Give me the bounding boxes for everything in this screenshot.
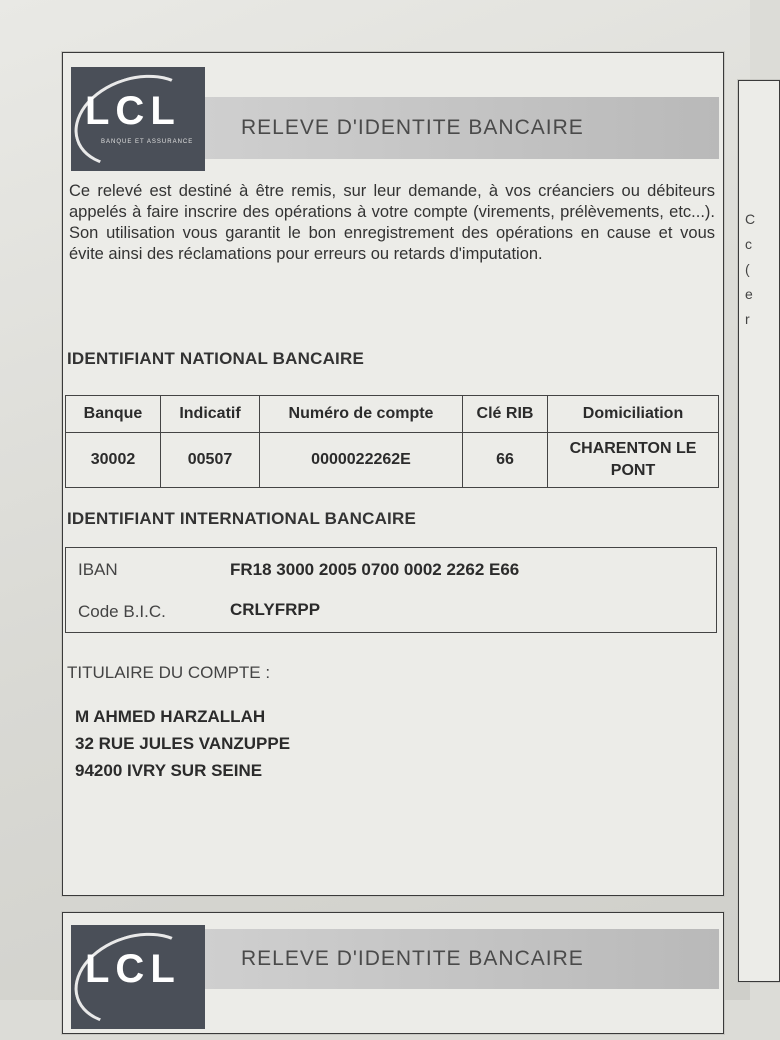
iban-label: IBAN [78, 560, 118, 579]
lcl-logo [71, 67, 205, 171]
header-numero-compte: Numéro de compte [260, 396, 463, 433]
holder-address-line1: 32 RUE JULES VANZUPPE [75, 734, 291, 753]
header-banque: Banque [66, 396, 161, 433]
holder-address-line2: 94200 IVRY SUR SEINE [75, 761, 263, 780]
international-id-box [65, 547, 717, 633]
value-numero-compte: 0000022262E [260, 433, 463, 488]
bic-label: Code B.I.C. [78, 602, 166, 621]
value-domiciliation [548, 433, 719, 488]
next-rib-card [62, 912, 724, 1034]
logo-text: LCL [85, 89, 181, 133]
holder-label: TITULAIRE DU COMPTE : [67, 663, 271, 682]
lcl-logo [71, 925, 205, 1029]
account-holder [75, 703, 290, 784]
strip-letter: C [745, 211, 756, 227]
strip-letter: c [745, 236, 752, 252]
intro-paragraph: Ce relevé est destiné à être remis, sur leur demande, à vos créanciers ou débiteurs appelés à faire inscrire des opérations à votre compte (virements, prélèvements, etc...). Son utilisation vous garantit le bon enregistrement des opérations en cause et vous évite ainsi des réclamations pour erreurs ou retards d'imputation. [69, 182, 715, 263]
international-section-title: IDENTIFIANT INTERNATIONAL BANCAIRE [67, 509, 416, 528]
title-band [205, 97, 719, 159]
national-section-title: IDENTIFIANT NATIONAL BANCAIRE [67, 349, 364, 368]
iban-value: FR18 3000 2005 0700 0002 2262 E66 [230, 560, 520, 579]
title-band [205, 929, 719, 989]
bic-value: CRLYFRPP [230, 600, 321, 619]
strip-letter: e [745, 286, 753, 302]
header-domiciliation: Domiciliation [548, 396, 719, 433]
value-cle-rib: 66 [463, 433, 548, 488]
header-indicatif: Indicatif [161, 396, 260, 433]
rib-card [62, 52, 724, 896]
strip-letter: r [745, 311, 750, 327]
national-id-table [65, 395, 719, 488]
domiciliation-line2: PONT [610, 462, 656, 479]
table-header-row [66, 396, 719, 433]
holder-name: M AHMED HARZALLAH [75, 707, 266, 726]
header-cle-rib: Clé RIB [463, 396, 548, 433]
next-document-title: RELEVE D'IDENTITE BANCAIRE [241, 947, 584, 970]
table-row [66, 433, 719, 488]
adjacent-card-strip [738, 80, 780, 982]
logo-text: LCL [85, 947, 181, 991]
strip-letter: ( [745, 261, 750, 277]
domiciliation-line1: CHARENTON LE [569, 440, 697, 457]
value-banque: 30002 [66, 433, 161, 488]
logo-subtext: BANQUE ET ASSURANCE [101, 139, 194, 145]
value-indicatif: 00507 [161, 433, 260, 488]
document-title: RELEVE D'IDENTITE BANCAIRE [241, 116, 584, 139]
